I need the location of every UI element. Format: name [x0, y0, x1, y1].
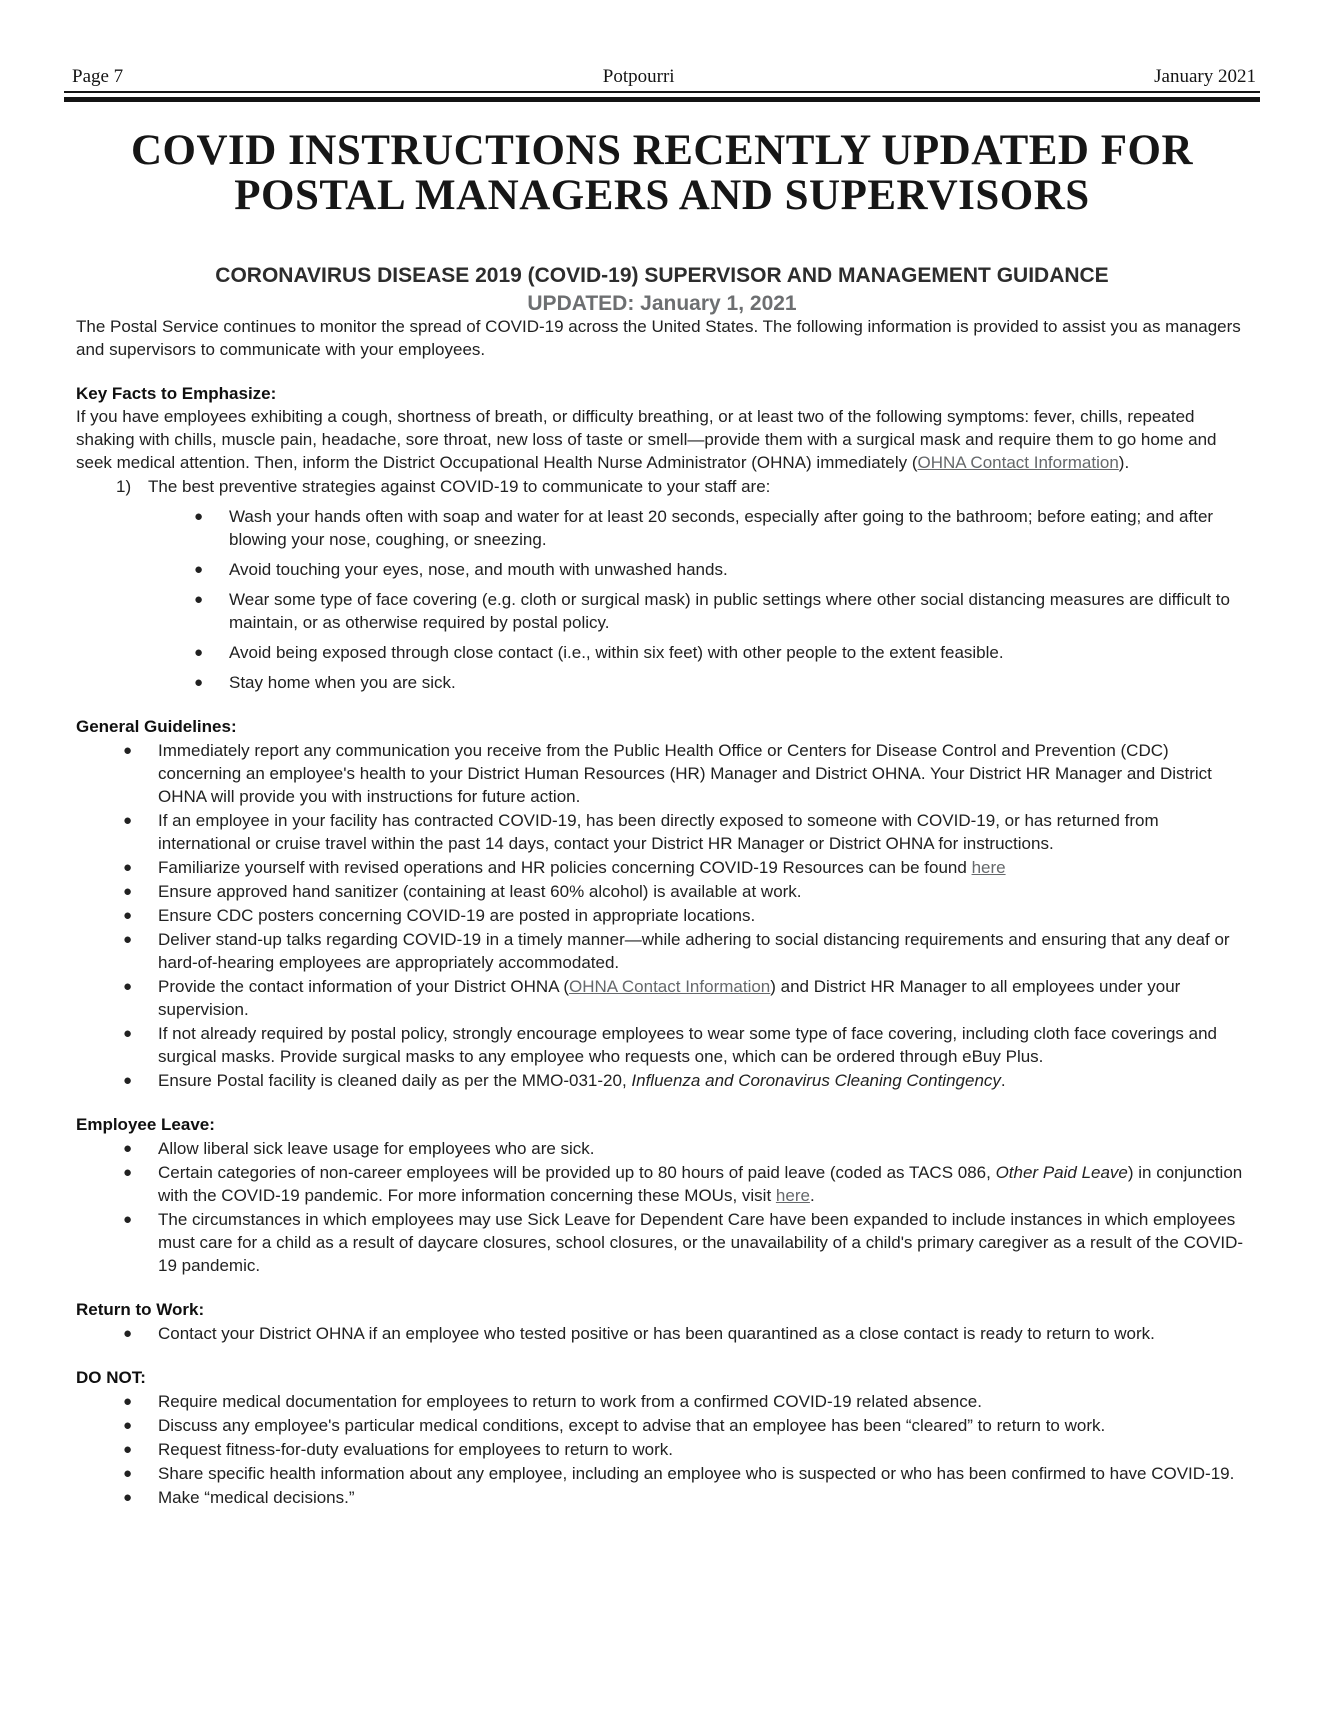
bullet-text — [158, 1416, 1105, 1435]
bullet-text — [158, 1464, 1234, 1483]
bullet-item — [76, 1438, 1248, 1461]
bullet-marker: ● — [123, 1393, 133, 1411]
bullet-item — [76, 975, 1248, 1021]
text-run: If an employee in your facility has contracted COVID-19, has been directly exposed to someone with COVID-19, or has returned from international or cruise travel within the past 14 days, contact your District HR Manager or District OHNA for instructions. — [158, 811, 1159, 854]
section-general-guidelines — [76, 715, 1248, 1092]
text-run: Discuss any employee's particular medical conditions, except to advise that an employee has been “cleared” to return to work. — [158, 1416, 1106, 1436]
bullet-item — [76, 671, 1248, 694]
bullet-text — [229, 643, 1004, 662]
document-title-line2: POSTAL MANAGERS AND SUPERVISORS — [234, 172, 1090, 220]
inline-link[interactable]: OHNA Contact Information — [569, 977, 771, 997]
text-run: Certain categories of non-career employees will be provided up to 80 hours of paid leave (coded as TACS 086, — [158, 1163, 996, 1183]
bullet-item — [76, 1208, 1248, 1277]
bullet-text — [158, 977, 1180, 1019]
item-number: 1) — [116, 477, 132, 497]
text-run: Request fitness-for-duty evaluations for employees to return to work. — [158, 1440, 673, 1460]
bullet-item — [76, 558, 1248, 581]
bullet-item — [76, 739, 1248, 808]
intro-paragraph: The Postal Service continues to monitor the spread of COVID-19 across the United States. The following information is provided to assist you as managers and supervisors to communicate with your employees. — [76, 317, 1241, 360]
text-run: Share specific health information about any employee, including an employee who is suspected or who has been confirmed to have COVID-19. — [158, 1464, 1235, 1484]
section-heading: DO NOT: — [76, 1368, 146, 1388]
bullet-marker: ● — [194, 674, 204, 692]
text-run: Avoid touching your eyes, nose, and mouth with unwashed hands. — [229, 560, 728, 580]
bullet-text — [158, 1139, 595, 1158]
text-run: Allow liberal sick leave usage for employees who are sick. — [158, 1139, 595, 1159]
inline-link[interactable]: here — [775, 1186, 810, 1206]
key-facts-sub-bullets — [76, 505, 1248, 694]
text-run: Deliver stand-up talks regarding COVID-19 in a timely manner—while adhering to social distancing requirements and ensuring that any deaf or hard-of-hearing employees are appropriately accommodated. — [158, 930, 1230, 973]
updated-line: UPDATED: January 1, 2021 — [527, 292, 797, 316]
section-key-facts — [76, 382, 1248, 694]
bullet-text — [158, 1024, 1217, 1066]
bullet-marker: ● — [123, 1441, 133, 1459]
bullet-marker: ● — [123, 1489, 133, 1507]
bullet-text — [158, 1392, 982, 1411]
bullet-text — [158, 1488, 355, 1507]
text-run: Immediately report any communication you receive from the Public Health Office or Centers for Disease Control and Prevention (CDC) concerning an employee's health to your District Human Resources (HR) Manager and District OHNA. Your District HR Manager and District OHNA will provide you with instructions for future action. — [158, 741, 1212, 807]
bullet-item — [76, 641, 1248, 664]
issue-date: January 2021 — [1154, 66, 1256, 87]
text-run: Familiarize yourself with revised operations and HR policies concerning COVID-19 Resources can be found — [158, 858, 972, 878]
bullet-text — [229, 673, 456, 692]
text-run: Stay home when you are sick. — [229, 673, 456, 693]
page-number: Page 7 — [72, 66, 124, 87]
bullet-text — [158, 811, 1159, 853]
text-run: ). — [1118, 453, 1130, 473]
header-rule — [64, 97, 1260, 102]
bullet-item — [76, 1022, 1248, 1068]
inline-link[interactable]: here — [971, 858, 1006, 878]
bullet-marker: ● — [123, 1164, 133, 1182]
bullet-item — [76, 1069, 1248, 1092]
bullet-text — [158, 1210, 1243, 1275]
bullet-item — [76, 1322, 1248, 1345]
text-run: Provide the contact information of your District OHNA ( — [158, 977, 569, 997]
document-title — [76, 128, 1248, 218]
bullet-marker: ● — [123, 1025, 133, 1043]
text-run: Require medical documentation for employees to return to work from a confirmed COVID-19 related absence. — [158, 1392, 982, 1412]
bullet-text — [158, 858, 1006, 877]
bullet-item — [76, 928, 1248, 974]
text-run: The circumstances in which employees may use Sick Leave for Dependent Care have been expanded to include instances in which employees must care for a child as a result of daycare closures, school closures, or the unavailability of a child's primary caregiver as a result of the COVID-19 pandemic. — [158, 1210, 1244, 1276]
section-heading: General Guidelines: — [76, 717, 237, 737]
bullet-text — [158, 1071, 1006, 1090]
document-subtitle: CORONAVIRUS DISEASE 2019 (COVID-19) SUPERVISOR AND MANAGEMENT GUIDANCE — [215, 264, 1109, 288]
bullet-text — [229, 590, 1230, 632]
document-sections — [76, 715, 1248, 1509]
document-title-line1: COVID INSTRUCTIONS RECENTLY UPDATED FOR — [130, 127, 1194, 174]
bullet-text — [158, 906, 755, 925]
text-run: Ensure approved hand sanitizer (containing at least 60% alcohol) is available at work. — [158, 882, 802, 902]
bullet-item — [76, 588, 1248, 634]
bullet-marker: ● — [123, 931, 133, 949]
text-run: Wash your hands often with soap and water for at least 20 seconds, especially after going to the bathroom; before eating; and after blowing your nose, coughing, or sneezing. — [229, 507, 1214, 550]
section-return-to-work — [76, 1298, 1248, 1345]
bullet-item — [76, 505, 1248, 551]
bullet-text — [158, 1324, 1155, 1343]
bullet-text — [158, 930, 1230, 972]
numbered-item-text: The best preventive strategies against COVID-19 to communicate to your staff are: — [148, 477, 771, 497]
bullet-item — [76, 856, 1248, 879]
bullet-marker: ● — [123, 1325, 133, 1343]
bullet-marker: ● — [123, 742, 133, 760]
text-run: If not already required by postal policy, strongly encourage employees to wear some type of face covering, including cloth face coverings and surgical masks. Provide surgical masks to any employee who requests one, which can be ordered through eBuy Plus. — [158, 1024, 1217, 1067]
bullet-text — [158, 1163, 1242, 1205]
section-heading: Return to Work: — [76, 1300, 205, 1320]
section-heading-key-facts: Key Facts to Emphasize: — [76, 384, 277, 404]
bullet-marker: ● — [194, 508, 204, 526]
bullet-item — [76, 809, 1248, 855]
bullet-marker: ● — [123, 1465, 133, 1483]
text-run: Ensure CDC posters concerning COVID-19 are posted in appropriate locations. — [158, 906, 756, 926]
bullet-item — [76, 1462, 1248, 1485]
italic-text: Other Paid Leave — [995, 1163, 1128, 1183]
key-facts-paragraph — [76, 405, 1248, 474]
bullet-marker: ● — [194, 591, 204, 609]
bullet-item — [76, 1137, 1248, 1160]
page-header — [64, 66, 1260, 93]
bullet-item — [76, 904, 1248, 927]
bullet-item — [76, 1486, 1248, 1509]
bullet-marker: ● — [123, 1417, 133, 1435]
bullet-item — [76, 1390, 1248, 1413]
bullet-marker: ● — [123, 883, 133, 901]
text-run: Make “medical decisions.” — [158, 1488, 355, 1508]
text-run: ) and District HR Manager to all employees under your supervision. — [158, 977, 1181, 1020]
text-run: Ensure Postal facility is cleaned daily as per the MMO-031-20, — [158, 1071, 632, 1091]
bullet-text — [229, 560, 728, 579]
text-run: Avoid being exposed through close contact (i.e., within six feet) with other people to the extent feasible. — [229, 643, 1004, 663]
bullet-marker: ● — [123, 859, 133, 877]
bullet-marker: ● — [123, 978, 133, 996]
bullet-marker: ● — [123, 1072, 133, 1090]
bullet-marker: ● — [123, 907, 133, 925]
text-run: Contact your District OHNA if an employee who tested positive or has been quarantined as a close contact is ready to return to work. — [158, 1324, 1155, 1344]
bullet-marker: ● — [194, 644, 204, 662]
bullet-marker: ● — [123, 812, 133, 830]
section-employee-leave — [76, 1113, 1248, 1277]
bullet-item — [76, 1414, 1248, 1437]
text-run: . — [1000, 1071, 1006, 1091]
document-body — [0, 128, 1318, 1509]
newsletter-title: Potpourri — [602, 66, 675, 87]
text-run: . — [809, 1186, 815, 1206]
text-run: If you have employees exhibiting a cough, shortness of breath, or difficulty breathing, or at least two of the following symptoms: fever, chills, repeated shaking with chills, muscle pain, headache, sore throat, new loss of taste or smell—provide them with a surgical mask and require them to go home and seek medical attention. Then, inform the District Occupational Health Nurse Administrator (OHNA) immediately ( — [76, 407, 1217, 473]
text-run: ) in conjunction with the COVID-19 pandemic. For more information concerning these MOUs, visit — [158, 1163, 1243, 1206]
bullet-text — [158, 1440, 673, 1459]
section-do-not — [76, 1366, 1248, 1509]
bullet-text — [229, 507, 1213, 549]
page-header-area — [0, 0, 1318, 102]
italic-text: Influenza and Coronavirus Cleaning Contingency — [631, 1071, 1001, 1091]
bullet-item — [76, 1161, 1248, 1207]
bullet-text — [158, 741, 1212, 806]
text-run: Wear some type of face covering (e.g. cloth or surgical mask) in public settings where other social distancing measures are difficult to maintain, or as otherwise required by postal policy. — [229, 590, 1230, 633]
bullet-item — [76, 880, 1248, 903]
bullet-marker: ● — [123, 1140, 133, 1158]
section-heading: Employee Leave: — [76, 1115, 215, 1135]
bullet-marker: ● — [194, 561, 204, 579]
inline-link[interactable]: OHNA Contact Information — [917, 453, 1119, 473]
numbered-item — [76, 475, 1248, 498]
bullet-marker: ● — [123, 1211, 133, 1229]
bullet-text — [158, 882, 802, 901]
